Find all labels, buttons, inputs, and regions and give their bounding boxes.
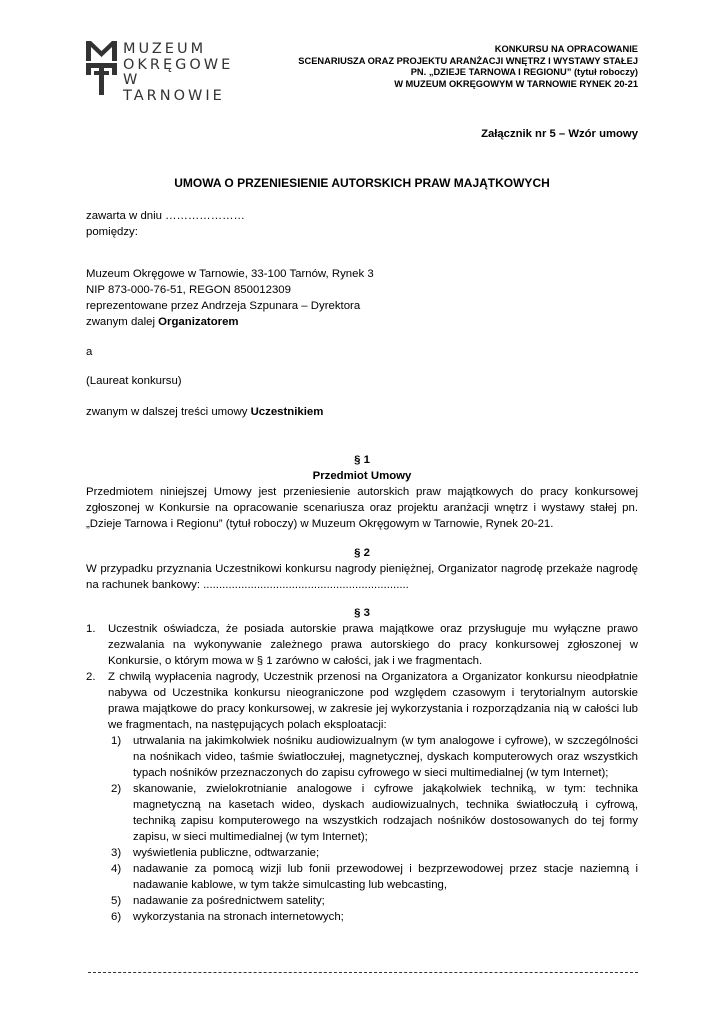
section-2-text: W przypadku przyznania Uczestnikowi konkursu nagrody pieniężnej, Organizator nagrodę przekaże nagrodę na rachunek bankowy: .................................................................: [86, 563, 638, 591]
header-line-1: KONKURSU NA OPRACOWANIE: [494, 44, 638, 54]
intro-block: [86, 208, 638, 240]
exploitation-field: [108, 733, 638, 781]
subitem-number: 4): [111, 863, 122, 875]
subitem-number: 2): [111, 783, 122, 795]
section-1-heading: § 1: [354, 454, 370, 466]
section-2-heading: § 2: [354, 547, 370, 559]
logo-line-2: OKRĘGOWE: [123, 56, 234, 73]
organizer-block: [86, 266, 638, 330]
exploitation-field: [108, 845, 638, 861]
item-number: 2.: [86, 671, 96, 683]
header-line-3: PN. „DZIEJE TARNOWA I REGIONU” (tytuł roboczy): [410, 67, 638, 78]
subitem-number: 1): [111, 735, 122, 747]
subitem-text: utrwalania na jakimkolwiek nośniku audiowizualnym (w tym analogowe i cyfrowe), w szczególności na nośnikach video, taśmie światłoczułej, magnetycznej, dyskach komputerowych oraz wszystkich typach nośników przeznaczonych do zapisu cyfrowego w sieci multimedialnej (w tym Internet);: [133, 735, 638, 779]
museum-logo: [86, 41, 234, 104]
header-line-2: SCENARIUSZA ORAZ PROJEKTU ARANŻACJI WNĘTRZ I WYSTAWY STAŁEJ: [298, 55, 638, 66]
exploitation-field: [108, 909, 638, 925]
item-number: 1.: [86, 623, 96, 635]
document-header: [298, 44, 638, 91]
subitem-number: 3): [111, 847, 122, 859]
footer-divider: [88, 972, 638, 973]
organizer-address: Muzeum Okręgowe w Tarnowie, 33-100 Tarnów, Rynek 3: [86, 268, 374, 280]
section-3-list: [86, 621, 638, 925]
conjunction: a: [86, 346, 93, 358]
participant-alias: [86, 404, 638, 420]
section-1-subheading: Przedmiot Umowy: [312, 470, 412, 482]
section-1: [86, 452, 638, 532]
museum-emblem-icon: [86, 41, 120, 95]
organizer-representative: reprezentowane przez Andrzeja Szpunara – Dyrektora: [86, 300, 361, 312]
section-2: [86, 545, 638, 593]
participant-alias-bold: Uczestnikiem: [250, 406, 324, 418]
subitem-number: 5): [111, 895, 122, 907]
section-1-text: Przedmiotem niniejszej Umowy jest przeniesienie autorskich praw majątkowych do pracy konkursowej zgłoszonej w Konkursie na opracowanie scenariusza oraz projektu aranżacji wnętrz i wystawy stałej pn. „Dzieje Tarnowa i Regionu” (tytuł roboczy) w Muzeum Okręgowym w Tarnowie, Rynek 20-21.: [86, 486, 638, 530]
date-line: zawarta w dniu …………………: [86, 210, 245, 222]
header-line-4: W MUZEUM OKRĘGOWYM W TARNOWIE RYNEK 20-21: [394, 79, 638, 90]
exploitation-field: [108, 861, 638, 893]
subitem-text: nadawanie za pomocą wizji lub fonii przewodowej i bezprzewodowej przez stacje naziemną i nadawanie kablowe, w tym także simulcasting lub webcasting,: [133, 863, 638, 891]
subitem-text: wykorzystania na stronach internetowych;: [133, 911, 344, 923]
laureate-label: (Laureat konkursu): [86, 375, 182, 387]
exploitation-field: [108, 781, 638, 845]
item-text: Z chwilą wypłacenia nagrody, Uczestnik przenosi na Organizatora a Organizator konkursu nieodpłatnie nabywa od Uczestnika konkursu nieograniczone pod względem czasowym i terytorialnym autorskie prawa majątkowe do pracy konkursowej, w zakresie jej wykorzystania i rozporządzania nią w całości lub we fragmentach, na następujących polach eksploatacji:: [108, 671, 638, 731]
section-3-item-2: [86, 669, 638, 925]
logo-line-1: MUZEUM: [123, 41, 207, 57]
section-3-item-1: [86, 621, 638, 669]
subitem-text: nadawanie za pośrednictwem satelity;: [133, 895, 325, 907]
organizer-alias-bold: Organizatorem: [158, 316, 239, 328]
organizer-alias: [86, 314, 638, 330]
participant-alias-prefix: zwanym w dalszej treści umowy: [86, 406, 251, 418]
subitem-text: wyświetlenia publiczne, odtwarzanie;: [133, 847, 320, 859]
subitem-number: 6): [111, 911, 122, 923]
section-3-heading: § 3: [354, 607, 370, 619]
exploitation-fields-list: [108, 733, 638, 925]
organizer-ids: NIP 873-000-76-51, REGON 850012309: [86, 284, 291, 296]
annex-label: Załącznik nr 5 – Wzór umowy: [481, 128, 638, 140]
exploitation-field: [108, 893, 638, 909]
between-label: pomiędzy:: [86, 226, 138, 238]
logo-line-3: W TARNOWIE: [123, 72, 225, 104]
section-3: [86, 605, 638, 925]
item-text: Uczestnik oświadcza, że posiada autorskie prawa majątkowe oraz przysługuje mu wyłączne prawo zezwalania na wykonywanie zależnego prawa autorskiego do pracy konkursowej zgłoszonej w Konkursie, o którym mowa w § 1 zarówno w całości, jak i we fragmentach.: [108, 623, 638, 667]
museum-logo-text: [123, 42, 233, 104]
document-title: UMOWA O PRZENIESIENIE AUTORSKICH PRAW MAJĄTKOWYCH: [174, 176, 550, 190]
organizer-alias-prefix: zwanym dalej: [86, 316, 159, 328]
subitem-text: skanowanie, zwielokrotnianie analogowe i cyfrowe jakąkolwiek techniką, w tym: technika magnetyczną na kasetach wideo, dyskach audiowizualnych, technika światłoczułą i cyfrową, techniką zapisu komputerowego na wszystkich rodzajach nośników dostosowanych do tej formy zapisu, w sieci multimedialnej (w tym Internet);: [133, 783, 638, 843]
